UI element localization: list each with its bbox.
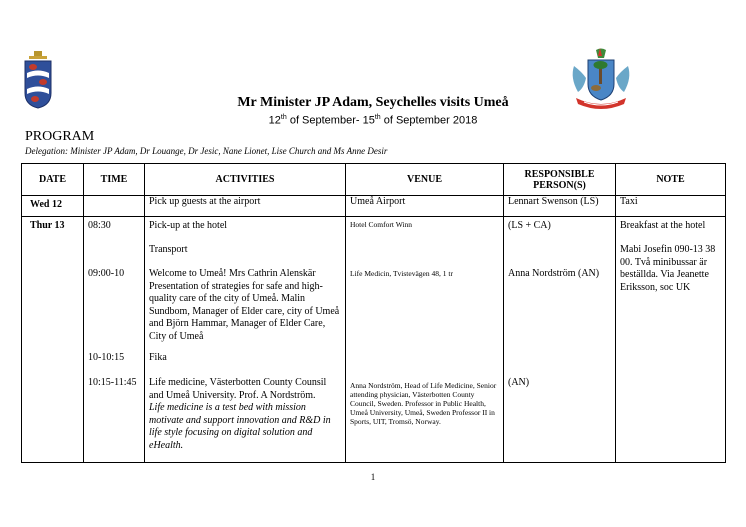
note-cell	[616, 217, 726, 463]
activity-pickup: Pick-up at the hotel	[149, 220, 228, 231]
activity-transport: Transport	[149, 244, 188, 255]
activity-life-medicine: Life medicine, Västerbotten County Counsil and Umeå University. Prof. A Nordström.	[149, 377, 327, 401]
time-cell	[84, 217, 145, 463]
responsible-cell: Lennart Swenson (LS)	[504, 196, 616, 217]
page-number: 1	[370, 472, 376, 482]
time-1015-1145: 10:15-11:45	[88, 377, 137, 388]
document-dates: 12th of September- 15th of September 2018	[268, 114, 478, 127]
activity-welcome: Welcome to Umeå! Mrs Cathrin Alenskär Presentation of strategies for safe and high-quality care of the city of Umeå. Malin Sundbom, Manager of Elder care, city of Umeå and Björn Hammar, Manager of Elder Care, City of Umeå	[149, 268, 340, 342]
activity-cell: Pick up guests at the airport	[145, 196, 346, 217]
column-header-date: DATE	[22, 164, 84, 196]
note-breakfast: Breakfast at the hotel	[620, 220, 706, 231]
venue-speakers: Anna Nordström, Head of Life Medicine, Senior attending physician, Västerbotten County Council, Sweden. Professor in Public Health, Umeå University, Umeå, Sweden Professor II in Sports, UIT, Tromsö, Norway.	[350, 381, 497, 426]
activity-fika: Fika	[149, 352, 167, 363]
note-transport: Mabi Josefin 090-13 38 00. Två minibussar är beställda. Via Jeanette Eriksson, soc UK	[620, 244, 716, 293]
responsible-cell	[504, 217, 616, 463]
column-header-activities: ACTIVITIES	[145, 164, 346, 196]
column-header-venue: VENUE	[346, 164, 504, 196]
responsible-life-medicine: (AN)	[508, 377, 530, 388]
venue-cell	[346, 217, 504, 463]
time-0900-10: 09:00-10	[88, 268, 125, 279]
document-title: Mr Minister JP Adam, Seychelles visits Umeå	[237, 95, 509, 110]
venue-cell: Umeå Airport	[346, 196, 504, 217]
delegation-line: Delegation: Minister JP Adam, Dr Louange, Dr Jesic, Nane Lionet, Lise Church and Ms Anne Desir	[25, 146, 388, 156]
table-header-row	[22, 164, 726, 196]
column-header-note: NOTE	[616, 164, 726, 196]
activity-cell	[145, 217, 346, 463]
responsible-welcome: Anna Nordström (AN)	[508, 268, 600, 279]
column-header-time: TIME	[84, 164, 145, 196]
program-table	[21, 163, 726, 463]
responsible-pickup: (LS + CA)	[508, 220, 551, 231]
column-header-responsible: RESPONSIBLE PERSON(S)	[504, 164, 616, 196]
date-cell: Wed 12	[22, 196, 84, 217]
program-heading: PROGRAM	[25, 129, 95, 144]
activity-life-medicine-description: Life medicine is a test bed with mission motivate and support innovation and R&D in life style focusing on digital solution and eHealth.	[149, 402, 331, 451]
time-0830: 08:30	[88, 220, 111, 231]
note-cell: Taxi	[616, 196, 726, 217]
time-cell	[84, 196, 145, 217]
venue-life-medicin: Life Medicin, Tvistevägen 48, 1 tr	[350, 269, 453, 278]
venue-hotel: Hotel Comfort Winn	[350, 220, 413, 229]
table-row-wed	[22, 196, 726, 217]
date-cell: Thur 13	[22, 217, 84, 463]
time-10-1015: 10-10:15	[88, 352, 125, 363]
table-row-thur	[22, 217, 726, 463]
